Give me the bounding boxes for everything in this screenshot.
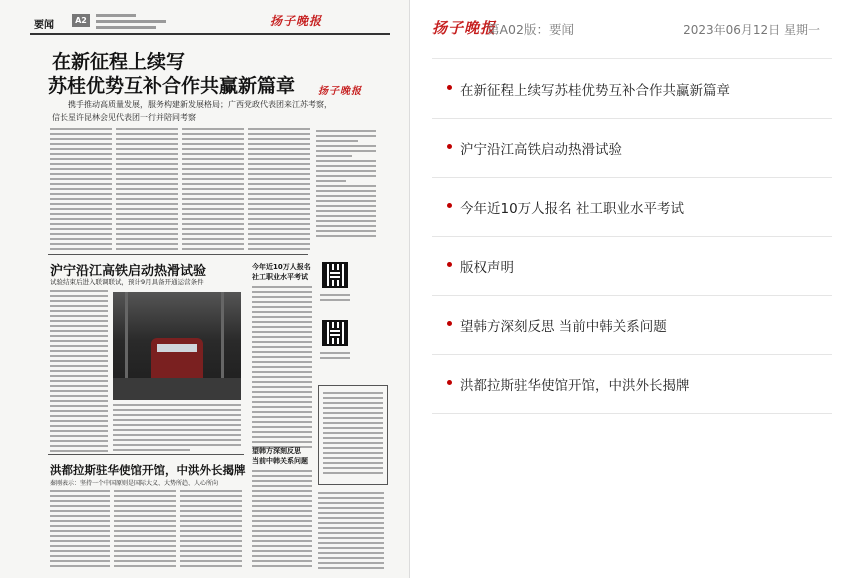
lead-body-column xyxy=(248,128,310,253)
train-photo xyxy=(113,292,241,400)
article-title[interactable]: 沪宁沿江高铁启动热滑试验 xyxy=(460,142,622,158)
edition-header xyxy=(420,0,850,62)
copyright-notice-box xyxy=(318,385,388,485)
bullet-dot-icon xyxy=(447,85,452,90)
article-link[interactable] xyxy=(432,178,832,237)
newspaper-masthead-logo: 扬子晚报 xyxy=(270,14,323,28)
article-link[interactable] xyxy=(432,296,832,355)
bullet-dot-icon xyxy=(447,262,452,267)
korea-body-column xyxy=(318,492,384,572)
bullet-dot-icon xyxy=(447,203,452,208)
article-title[interactable]: 版权声明 xyxy=(460,260,514,276)
article-title[interactable]: 洪都拉斯驻华使馆开馆，中洪外长揭牌 xyxy=(460,378,690,394)
lead-body-column xyxy=(50,128,112,253)
qr-caption xyxy=(320,352,350,362)
honduras-body-column xyxy=(50,490,110,570)
edition-label: 第A02版：要闻 xyxy=(487,22,574,37)
article-title[interactable]: 今年近10万人报名 社工职业水平考试 xyxy=(460,201,684,217)
article-link[interactable] xyxy=(432,237,832,296)
page-section-label: 要闻 xyxy=(34,20,54,31)
lead-subhead-line1: 携手推动高质量发展，服务构建新发展格局；广西党政代表团来江苏考察， xyxy=(68,100,332,109)
rail-body-lower xyxy=(113,404,241,454)
korea-headline-line2: 当前中韩关系问题 xyxy=(252,457,308,465)
page-meta-line xyxy=(96,26,156,29)
lead-body-column xyxy=(182,128,244,253)
qr-code-icon xyxy=(322,262,348,288)
article-list xyxy=(432,60,832,414)
rail-subhead: 试验结束后进入联调联试，预计9月具备开通运营条件 xyxy=(50,278,204,286)
rail-headline: 沪宁沿江高铁启动热滑试验 xyxy=(50,264,207,279)
article-divider xyxy=(48,454,244,455)
qr-caption xyxy=(320,294,350,304)
honduras-headline: 洪都拉斯驻华使馆开馆，中洪外长揭牌 xyxy=(50,463,246,477)
brand-logo: 扬子晚报 xyxy=(432,19,497,37)
exam-headline-line2: 社工职业水平考试 xyxy=(252,273,308,281)
page-code-badge: A2 xyxy=(72,14,90,27)
edition-date: 2023年06月12日 星期一 xyxy=(683,23,820,37)
korea-body-column xyxy=(252,470,312,570)
rail-body-column xyxy=(50,290,108,455)
bullet-dot-icon xyxy=(447,380,452,385)
page-meta-line xyxy=(96,20,166,23)
page-meta-line xyxy=(96,14,136,17)
sidebar-info-column xyxy=(316,130,376,240)
article-link[interactable] xyxy=(432,355,832,414)
lead-body-column xyxy=(116,128,178,253)
lead-headline-line1: 在新征程上续写 xyxy=(52,51,186,73)
article-link[interactable] xyxy=(432,60,832,119)
korea-headline-line1: 望韩方深刻反思 xyxy=(252,447,301,455)
article-list-panel xyxy=(420,0,850,578)
qr-code-icon xyxy=(322,320,348,346)
honduras-body-column xyxy=(180,490,242,570)
exam-headline-line1: 今年近10万人报名 xyxy=(252,263,311,271)
exam-body-column xyxy=(252,286,312,451)
bullet-dot-icon xyxy=(447,321,452,326)
bullet-dot-icon xyxy=(447,144,452,149)
page-header-rule xyxy=(30,33,390,35)
article-title[interactable]: 望韩方深刻反思 当前中韩关系问题 xyxy=(460,319,667,335)
corner-masthead-logo: 扬子晚报 xyxy=(318,86,362,97)
article-title[interactable]: 在新征程上续写苏桂优势互补合作共赢新篇章 xyxy=(460,83,730,99)
article-link[interactable] xyxy=(432,119,832,178)
header-divider xyxy=(432,58,832,59)
lead-headline-line2: 苏桂优势互补合作共赢新篇章 xyxy=(48,75,296,97)
honduras-body-column xyxy=(114,490,176,570)
article-divider xyxy=(48,254,308,255)
newspaper-page-image[interactable] xyxy=(0,0,410,578)
honduras-subhead: 秦刚表示：坚持一个中国原则是国际大义、大势所趋、人心所向 xyxy=(50,480,219,487)
lead-subhead-line2: 信长星许昆林会见代表团一行并陪同考察 xyxy=(52,113,196,122)
